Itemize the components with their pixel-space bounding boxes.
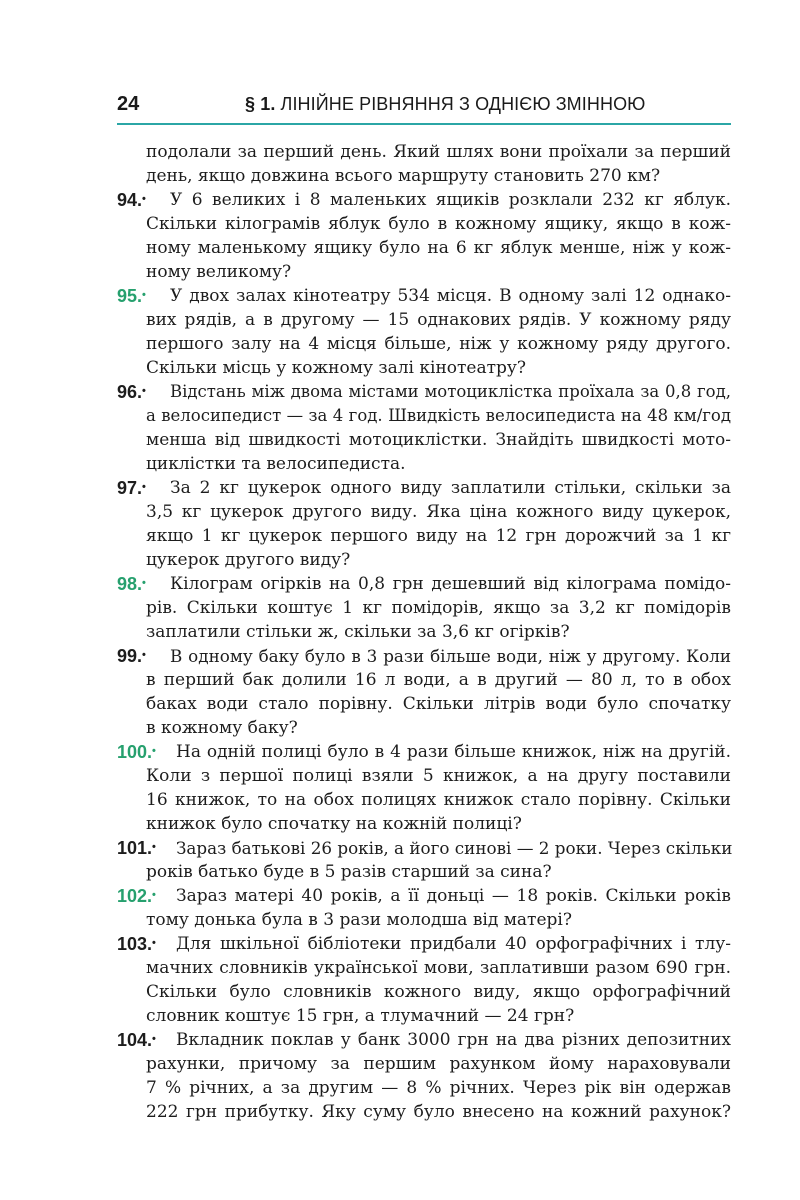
text-line: Скільки місць у кожному залі кінотеатру? [146,358,527,378]
problem-number: 103.• [117,934,156,954]
problem-number: 95.• [117,286,146,306]
text-line: Зараз батькові 26 років, а його синові — 2 роки. Через скільки [176,838,733,858]
text-line: рахунки, причому за першим рахунком йому нараховували [146,1054,731,1074]
text-line: років батько буде в 5 разів старший за сина? [146,862,552,882]
text-line: в перший бак долили 16 л води, а в другий — 80 л, то в обох [146,670,731,690]
problem-number: 97.• [117,478,146,498]
text-line: 16 книжок, то на обох полицях книжок стало порівну. Скільки [146,790,731,810]
text-line: рів. Скільки коштує 1 кг помідорів, якщо за 3,2 кг помідорів [146,598,731,618]
problem-number: 99.• [117,646,146,666]
text-line: якщо 1 кг цукерок першого виду на 12 грн дорожчий за 1 кг [146,526,731,546]
page-number: 24 [117,93,140,115]
text-line: Відстань між двома містами мотоциклістка проїхала за 0,8 год, [170,382,731,401]
text-line: заплатили стільки ж, скільки за 3,6 кг огірків? [146,622,570,642]
text-line: Скільки кілограмів яблук було в кожному ящику, якщо в кож- [146,214,731,234]
text-line: баках води стало порівну. Скільки літрів води було спочатку [146,694,731,714]
text-line: Зараз матері 40 років, а її доньці — 18 років. Скільки років [176,886,731,906]
text-line: а велосипедист — за 4 год. Швидкість велосипедиста на 48 км/год [146,406,731,425]
text-line: словник коштує 15 грн, а тлумачний — 24 грн? [146,1006,575,1026]
problem-number: 96.• [117,382,146,402]
problem-number: 101.• [117,838,156,858]
text-line: книжок було спочатку на кожній полиці? [146,814,522,834]
problem-number: 102.• [117,886,156,906]
text-line: 7 % річних, а за другим — 8 % річних. Через рік він одержав [146,1078,731,1098]
text-line: менша від швидкості мотоциклістки. Знайдіть швидкості мото- [146,430,731,450]
text-line: ному маленькому ящику було на 6 кг яблук менше, ніж у кож- [146,238,731,258]
text-line: Скільки було словників кожного виду, якщо орфографічний [146,982,731,1002]
text-line: За 2 кг цукерок одного виду заплатили стільки, скільки за [170,478,731,498]
text-line: тому донька була в 3 рази молодша від матері? [146,910,572,930]
text-line: день, якщо довжина всього маршруту становить 270 км? [146,166,661,186]
chapter-name: ЛІНІЙНЕ РІВНЯННЯ З ОДНІЄЮ ЗМІННОЮ [280,94,646,114]
text-line: циклістки та велосипедиста. [146,454,406,474]
text-line: Для шкільної бібліотеки придбали 40 орфографічних і тлу- [176,934,731,954]
text-line: На одній полиці було в 4 рази більше книжок, ніж на другій. [176,742,731,762]
text-line: в кожному баку? [146,718,298,738]
page-header [117,91,731,125]
problem-number: 94.• [117,190,146,210]
section-sign: § 1. [245,94,276,114]
text-line: першого залу на 4 місця більше, ніж у кожному ряду другого. [146,334,731,354]
text-line: вих рядів, а в другому — 15 однакових рядів. У кожному ряду [146,310,731,330]
problem-number: 104.• [117,1030,156,1050]
text-line: мачних словників української мови, заплативши разом 690 грн. [146,958,731,978]
text-line: цукерок другого виду? [146,550,351,570]
text-line: У двох залах кінотеатру 534 місця. В одному залі 12 однако- [170,286,731,306]
text-line: подолали за перший день. Який шлях вони проїхали за перший [146,142,731,162]
text-line: 222 грн прибутку. Яку суму було внесено на кожний рахунок? [146,1102,731,1122]
text-line: Коли з першої полиці взяли 5 книжок, а на другу поставили [146,766,731,786]
text-line: 3,5 кг цукерок другого виду. Яка ціна кожного виду цукерок, [146,502,731,522]
text-line: У 6 великих і 8 маленьких ящиків розклали 232 кг яблук. [170,190,731,210]
text-line: ному великому? [146,262,292,282]
text-line: Вкладник поклав у банк 3000 грн на два різних депозитних [176,1030,731,1050]
chapter-title [245,94,645,115]
problem-number: 100.• [117,742,156,762]
problem-number: 98.• [117,574,146,594]
text-line: Кілограм огірків на 0,8 грн дешевший від кілограма помідо- [170,574,731,594]
text-line: В одному баку було в 3 рази більше води, ніж у другому. Коли [170,646,731,666]
